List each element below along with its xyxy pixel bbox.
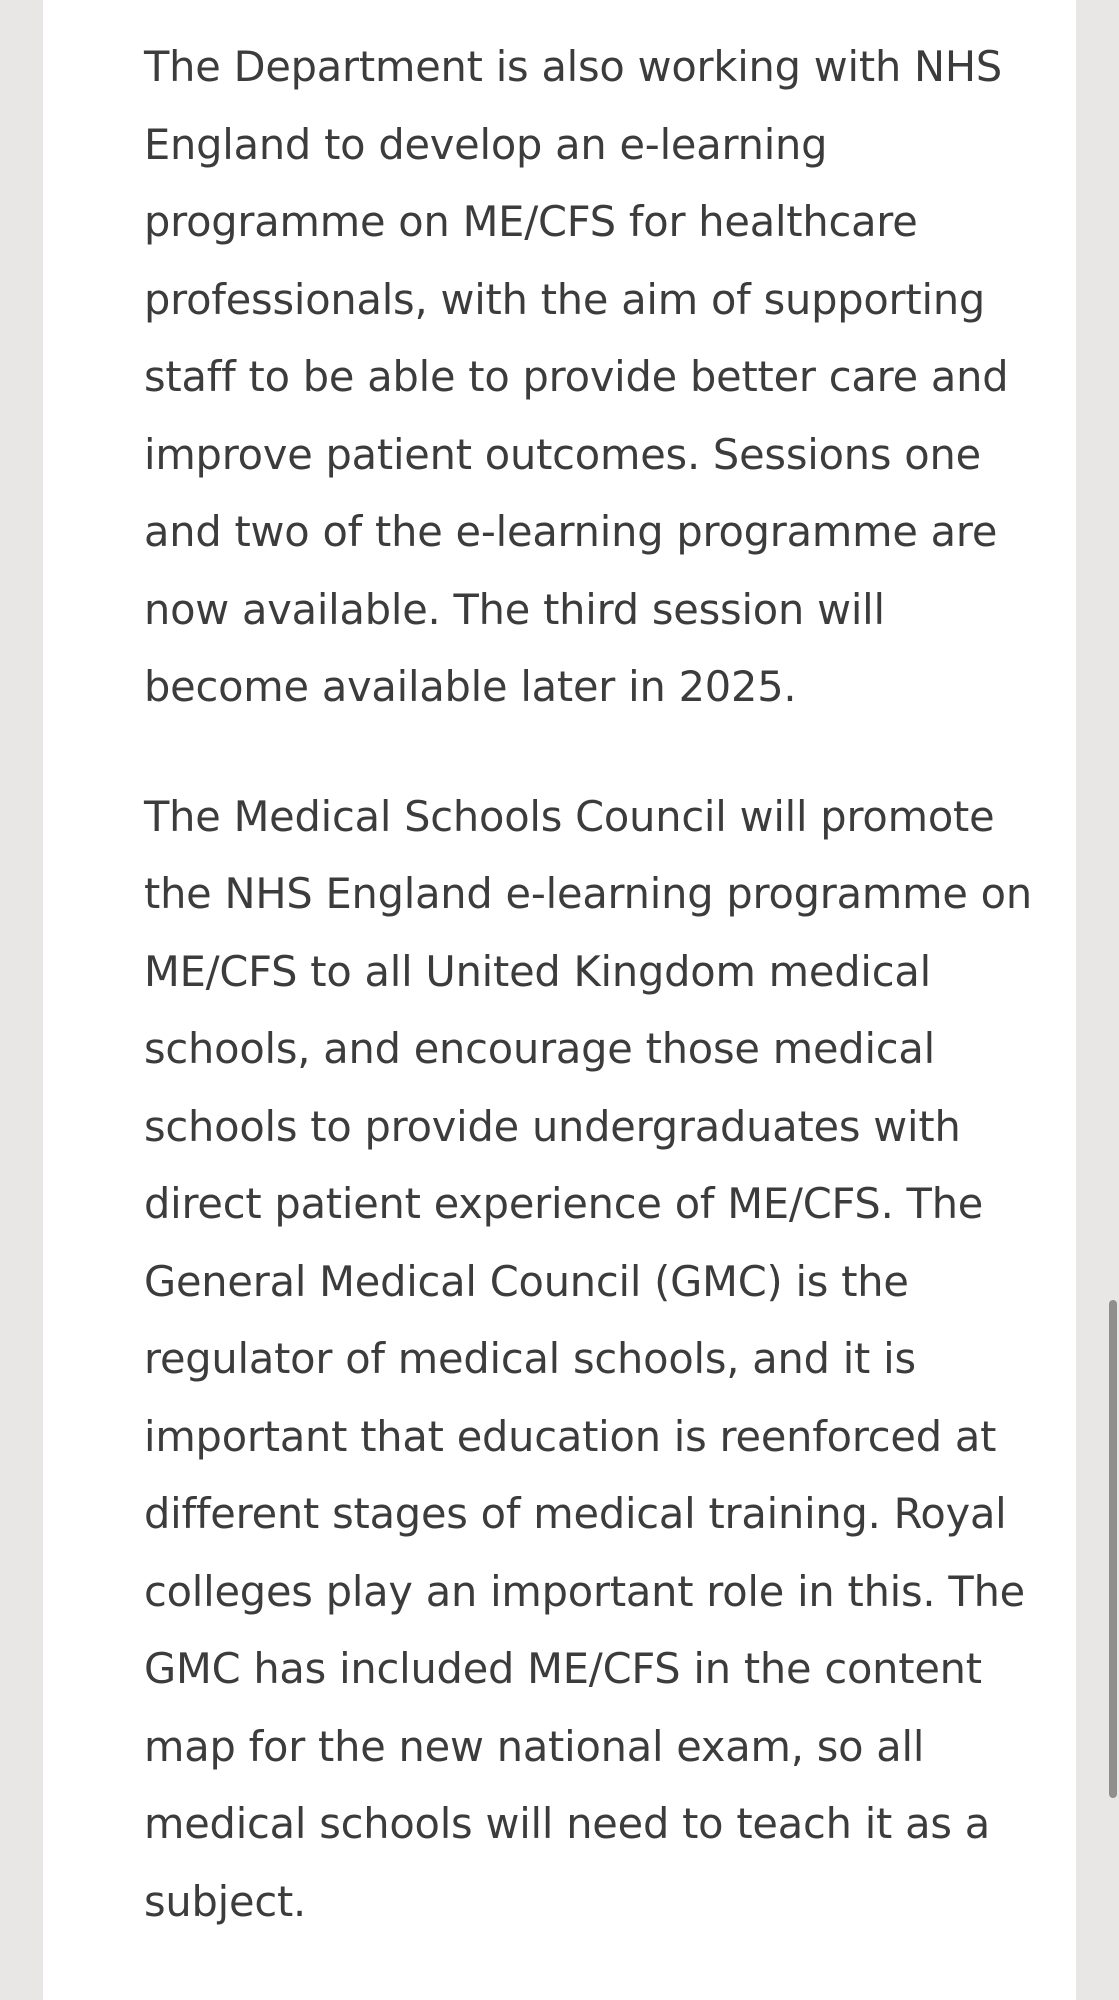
scrollbar-thumb[interactable] bbox=[1109, 1300, 1117, 1798]
paragraph-elearning-programme: The Department is also working with NHS England to develop an e-learning programme on ME/CFS for healthcare professionals, with the aim of supporting staff to be able to provide better care and improve patient outcomes. Sessions one and two of the e-learning programme are now available. The third session will become available later in 2025. bbox=[144, 42, 1009, 711]
vertical-scrollbar[interactable] bbox=[1105, 0, 1119, 2000]
content-card bbox=[43, 0, 1076, 2000]
article-body bbox=[144, 28, 1054, 1992]
paragraph-medical-schools-council: The Medical Schools Council will promote the NHS England e-learning programme on ME/CFS to all United Kingdom medical schools, and encourage those medical schools to provide undergraduates with direct patient experience of ME/CFS. The General Medical Council (GMC) is the regulator of medical schools, and it is important that education is reenforced at different stages of medical training. Royal colleges play an important role in this. The GMC has included ME/CFS in the content map for the new national exam, so all medical schools will need to teach it as a subject. bbox=[144, 791, 1032, 1926]
